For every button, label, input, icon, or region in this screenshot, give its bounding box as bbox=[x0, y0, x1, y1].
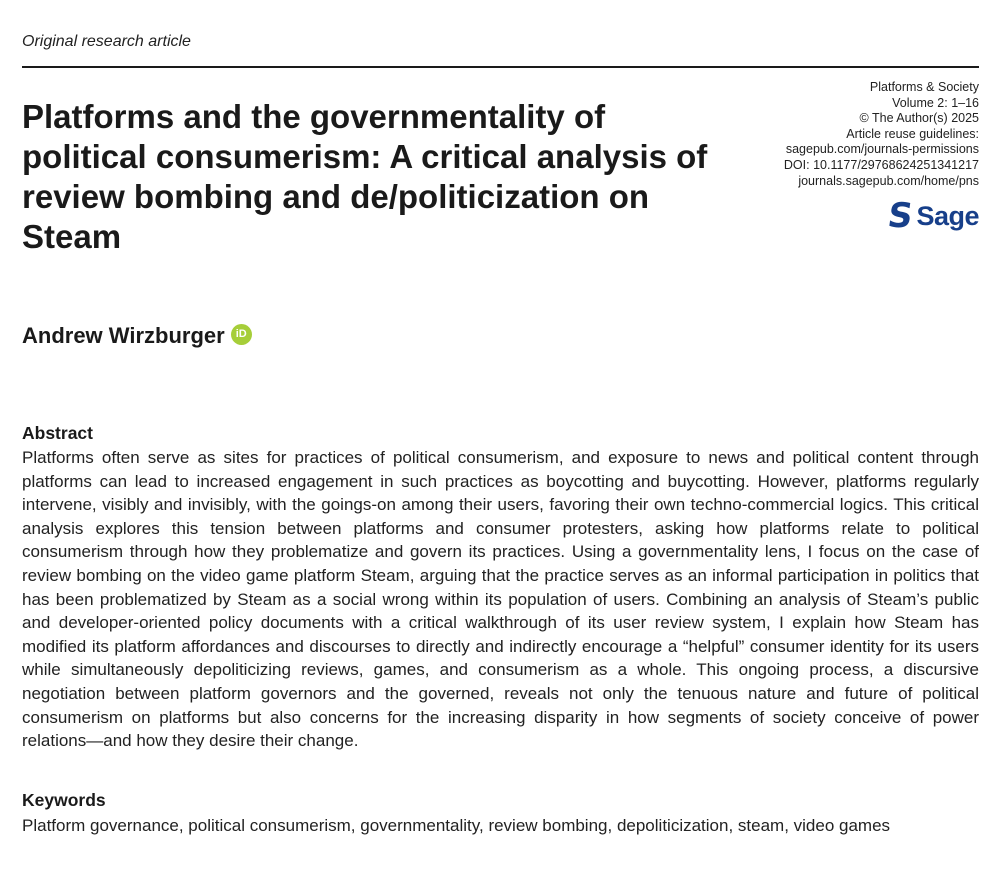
journal-meta bbox=[784, 80, 979, 189]
article-title: Platforms and the governmentality of political consumerism: A critical analysis of review bombing and de/politicization on Steam bbox=[22, 98, 708, 255]
sage-wordmark: Sage bbox=[916, 201, 979, 231]
doi-link[interactable]: DOI: 10.1177/29768624251341217 bbox=[783, 157, 979, 172]
journal-name: Platforms & Society bbox=[869, 80, 979, 94]
permissions-link[interactable]: sagepub.com/journals-permissions bbox=[785, 142, 979, 157]
sage-logo bbox=[885, 196, 979, 236]
author-name: Andrew Wirzburger bbox=[22, 323, 225, 348]
header-rule bbox=[22, 66, 979, 68]
abstract-heading: Abstract bbox=[22, 423, 93, 443]
author-line bbox=[22, 323, 252, 349]
journal-volume: Volume 2: 1–16 bbox=[892, 95, 979, 110]
sage-s-icon: S bbox=[885, 196, 916, 236]
abstract-text: Platforms often serve as sites for practices of political consumerism, and exposure to news and political content through platforms can lead to increased engagement in such practices as boycotting and buycotting. However, platforms regularly intervene, visibly and invisibly, with the goings-on among their users, favoring their own techno-commercial logics. This critical analysis explores this tension between platforms and consumer protesters, asking how platforms relate to political consumerism through how they problematize and govern its practices. Using a governmentality lens, I focus on the case of review bombing on the video game platform Steam, arguing that the practice serves as an informal participation in politics that has been problematized by Steam as a social wrong within its population of users. Combining an analysis of Steam’s public and developer-oriented policy documents with a critical walkthrough of its user review system, I explain how Steam has modified its platform affordances and discourses to directly and indirectly encourage a “helpful” consumer identity for its users while simultaneously depoliticizing reviews, games, and consumerism as a whole. This ongoing process, a discursive negotiation between platform governors and the governed, reveals not only the tenuous nature and future of political consumerism on platforms but also concerns for the increasing disparity in how segments of society conceive of power relations—and how they desire their change. bbox=[22, 448, 979, 751]
keywords-text: Platform governance, political consumerism, governmentality, review bombing, depoliticization, steam, video games bbox=[22, 816, 891, 835]
article-type-label: Original research article bbox=[22, 33, 191, 50]
keywords-heading: Keywords bbox=[22, 790, 106, 810]
orcid-icon[interactable]: iD bbox=[231, 324, 252, 345]
reuse-guidelines-label: Article reuse guidelines: bbox=[846, 126, 979, 141]
journal-homepage-link[interactable]: journals.sagepub.com/home/pns bbox=[798, 173, 979, 188]
copyright-notice: © The Author(s) 2025 bbox=[859, 111, 979, 126]
